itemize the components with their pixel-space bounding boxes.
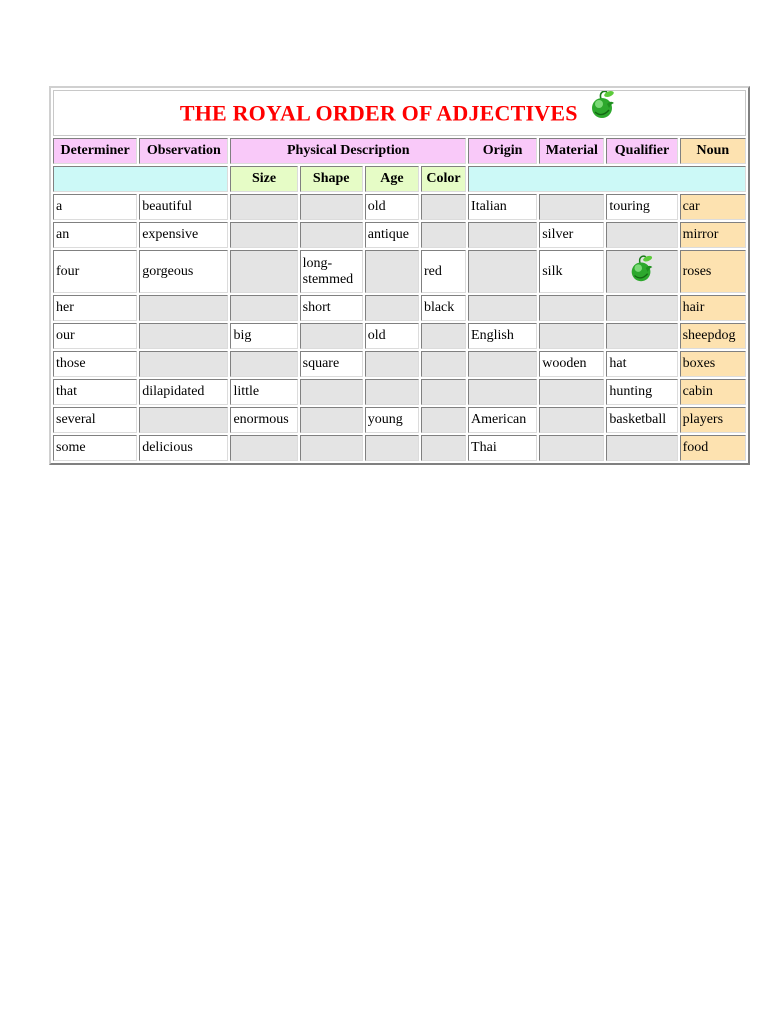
header-physical-description: Physical Description	[230, 138, 466, 164]
cell-age	[365, 351, 419, 377]
cell-material	[539, 435, 604, 461]
cell-color	[421, 194, 466, 220]
cell-color	[421, 222, 466, 248]
cell-observation: dilapidated	[139, 379, 228, 405]
cell-qualifier	[606, 250, 677, 293]
cell-determiner: an	[53, 222, 137, 248]
cell-determiner: several	[53, 407, 137, 433]
cell-qualifier	[606, 323, 677, 349]
table-row	[53, 250, 746, 293]
cell-material	[539, 407, 604, 433]
cell-determiner: our	[53, 323, 137, 349]
cell-age	[365, 435, 419, 461]
cell-shape: square	[300, 351, 363, 377]
cell-origin	[468, 222, 537, 248]
subheader-age: Age	[365, 166, 419, 192]
header-noun: Noun	[680, 138, 746, 164]
cell-color	[421, 351, 466, 377]
table-row	[53, 435, 746, 461]
header-qualifier: Qualifier	[606, 138, 677, 164]
cell-origin: American	[468, 407, 537, 433]
cell-qualifier: hat	[606, 351, 677, 377]
cell-observation	[139, 407, 228, 433]
cell-observation	[139, 323, 228, 349]
cell-determiner: a	[53, 194, 137, 220]
cell-age	[365, 295, 419, 321]
table-row	[53, 379, 746, 405]
cell-shape	[300, 407, 363, 433]
cell-age: old	[365, 194, 419, 220]
cell-shape	[300, 379, 363, 405]
cell-noun: cabin	[680, 379, 746, 405]
cell-color: red	[421, 250, 466, 293]
cell-qualifier: basketball	[606, 407, 677, 433]
cell-noun: sheepdog	[680, 323, 746, 349]
title-row	[53, 90, 746, 136]
cell-origin	[468, 250, 537, 293]
table-row	[53, 194, 746, 220]
cell-noun: car	[680, 194, 746, 220]
header-origin: Origin	[468, 138, 537, 164]
cell-noun: food	[680, 435, 746, 461]
cell-shape	[300, 194, 363, 220]
cell-age: old	[365, 323, 419, 349]
cell-origin: English	[468, 323, 537, 349]
cell-shape	[300, 323, 363, 349]
subheader-spacer-right	[468, 166, 746, 192]
table-row	[53, 222, 746, 248]
cell-size: little	[230, 379, 297, 405]
cell-color: black	[421, 295, 466, 321]
subheader-shape: Shape	[300, 166, 363, 192]
cell-noun: roses	[680, 250, 746, 293]
adjectives-table	[51, 88, 748, 463]
cell-shape: long-stemmed	[300, 250, 363, 293]
cell-material	[539, 379, 604, 405]
apple-icon	[587, 90, 619, 125]
cell-observation: expensive	[139, 222, 228, 248]
cell-determiner: her	[53, 295, 137, 321]
cell-shape: short	[300, 295, 363, 321]
cell-noun: players	[680, 407, 746, 433]
cell-age: antique	[365, 222, 419, 248]
cell-size: enormous	[230, 407, 297, 433]
cell-size	[230, 194, 297, 220]
cell-shape	[300, 222, 363, 248]
cell-color	[421, 323, 466, 349]
cell-color	[421, 379, 466, 405]
cell-size	[230, 250, 297, 293]
cell-determiner: that	[53, 379, 137, 405]
table-row	[53, 295, 746, 321]
cell-origin: Thai	[468, 435, 537, 461]
subheader-color: Color	[421, 166, 466, 192]
adjectives-table-frame	[49, 86, 750, 465]
subheader-spacer-left	[53, 166, 228, 192]
cell-material: wooden	[539, 351, 604, 377]
cell-size	[230, 222, 297, 248]
cell-size: big	[230, 323, 297, 349]
cell-noun: mirror	[680, 222, 746, 248]
cell-observation	[139, 351, 228, 377]
cell-observation: gorgeous	[139, 250, 228, 293]
cell-size	[230, 295, 297, 321]
table-row	[53, 407, 746, 433]
table-row	[53, 323, 746, 349]
cell-size	[230, 435, 297, 461]
cell-noun: hair	[680, 295, 746, 321]
cell-origin	[468, 295, 537, 321]
cell-determiner: those	[53, 351, 137, 377]
subheader-row	[53, 166, 746, 192]
cell-observation: beautiful	[139, 194, 228, 220]
cell-material: silver	[539, 222, 604, 248]
cell-qualifier: hunting	[606, 379, 677, 405]
page-title: THE ROYAL ORDER OF ADJECTIVES	[179, 100, 578, 125]
cell-origin: Italian	[468, 194, 537, 220]
cell-color	[421, 435, 466, 461]
cell-observation: delicious	[139, 435, 228, 461]
cell-observation	[139, 295, 228, 321]
cell-origin	[468, 379, 537, 405]
cell-material	[539, 295, 604, 321]
cell-determiner: four	[53, 250, 137, 293]
cell-qualifier	[606, 295, 677, 321]
cell-age	[365, 250, 419, 293]
cell-size	[230, 351, 297, 377]
cell-material	[539, 194, 604, 220]
header-determiner: Determiner	[53, 138, 137, 164]
subheader-size: Size	[230, 166, 297, 192]
cell-qualifier	[606, 435, 677, 461]
cell-qualifier: touring	[606, 194, 677, 220]
cell-determiner: some	[53, 435, 137, 461]
cell-color	[421, 407, 466, 433]
apple-icon	[627, 254, 657, 284]
cell-material	[539, 323, 604, 349]
cell-noun: boxes	[680, 351, 746, 377]
cell-age: young	[365, 407, 419, 433]
cell-material: silk	[539, 250, 604, 293]
header-observation: Observation	[139, 138, 228, 164]
header-material: Material	[539, 138, 604, 164]
cell-origin	[468, 351, 537, 377]
table-row	[53, 351, 746, 377]
cell-qualifier	[606, 222, 677, 248]
title-cell	[53, 90, 746, 136]
cell-age	[365, 379, 419, 405]
header-row	[53, 138, 746, 164]
cell-shape	[300, 435, 363, 461]
